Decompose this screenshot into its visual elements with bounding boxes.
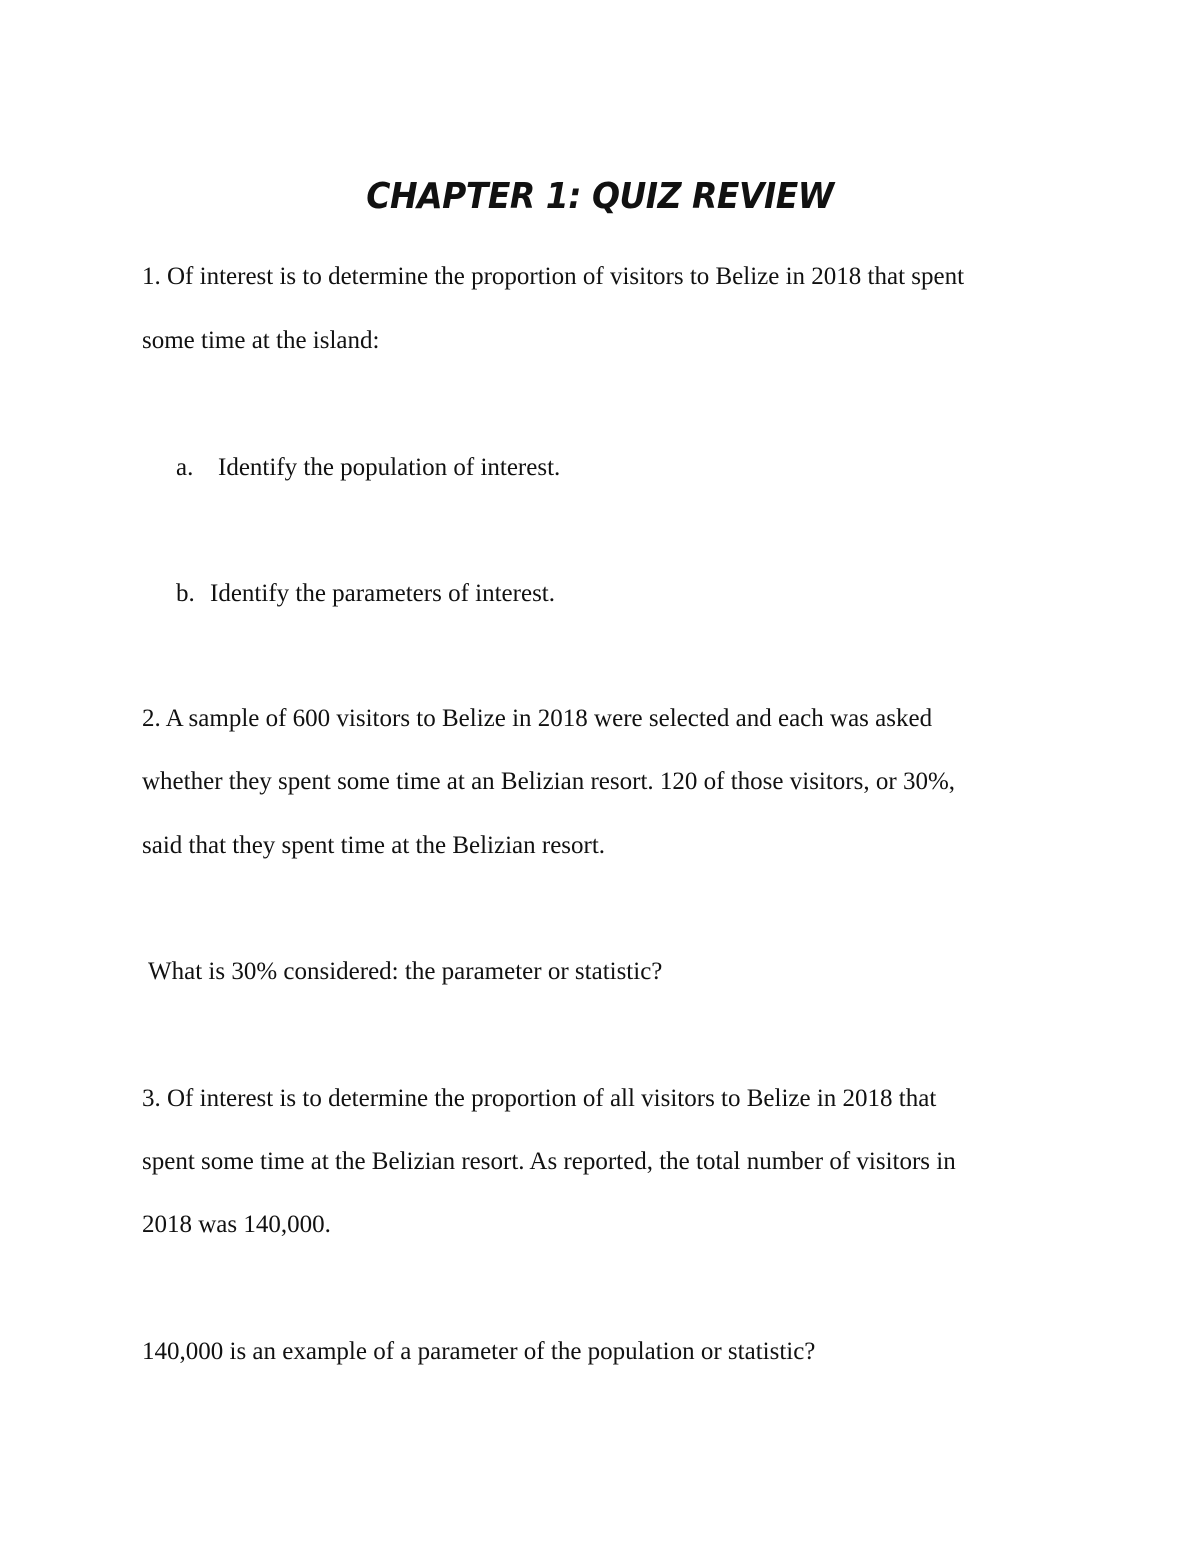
question-1b-text: Identify the parameters of interest. xyxy=(210,580,555,607)
question-3-line-3: 2018 was 140,000. xyxy=(142,1211,331,1238)
question-2-line-2: whether they spent some time at an Belizian resort. 120 of those visitors, or 30%, xyxy=(142,768,956,795)
question-2-line-3: said that they spent time at the Belizian resort. xyxy=(142,832,606,859)
question-1a-marker: a. xyxy=(176,454,194,481)
question-2-line-1: 2. A sample of 600 visitors to Belize in 2018 were selected and each was asked xyxy=(142,705,933,732)
question-1a-text: Identify the population of interest. xyxy=(218,454,561,481)
question-3-prompt: 140,000 is an example of a parameter of the population or statistic? xyxy=(142,1338,816,1365)
question-1b-marker: b. xyxy=(176,580,195,607)
question-1-line-2: some time at the island: xyxy=(142,327,380,354)
question-3-line-1: 3. Of interest is to determine the proportion of all visitors to Belize in 2018 that xyxy=(142,1085,937,1112)
question-1-line-1: 1. Of interest is to determine the proportion of visitors to Belize in 2018 that spent xyxy=(142,263,965,290)
page-title: CHAPTER 1: QUIZ REVIEW xyxy=(366,174,834,217)
question-3-line-2: spent some time at the Belizian resort. As reported, the total number of visitors in xyxy=(142,1148,956,1175)
question-2-prompt: What is 30% considered: the parameter or statistic? xyxy=(148,958,663,985)
